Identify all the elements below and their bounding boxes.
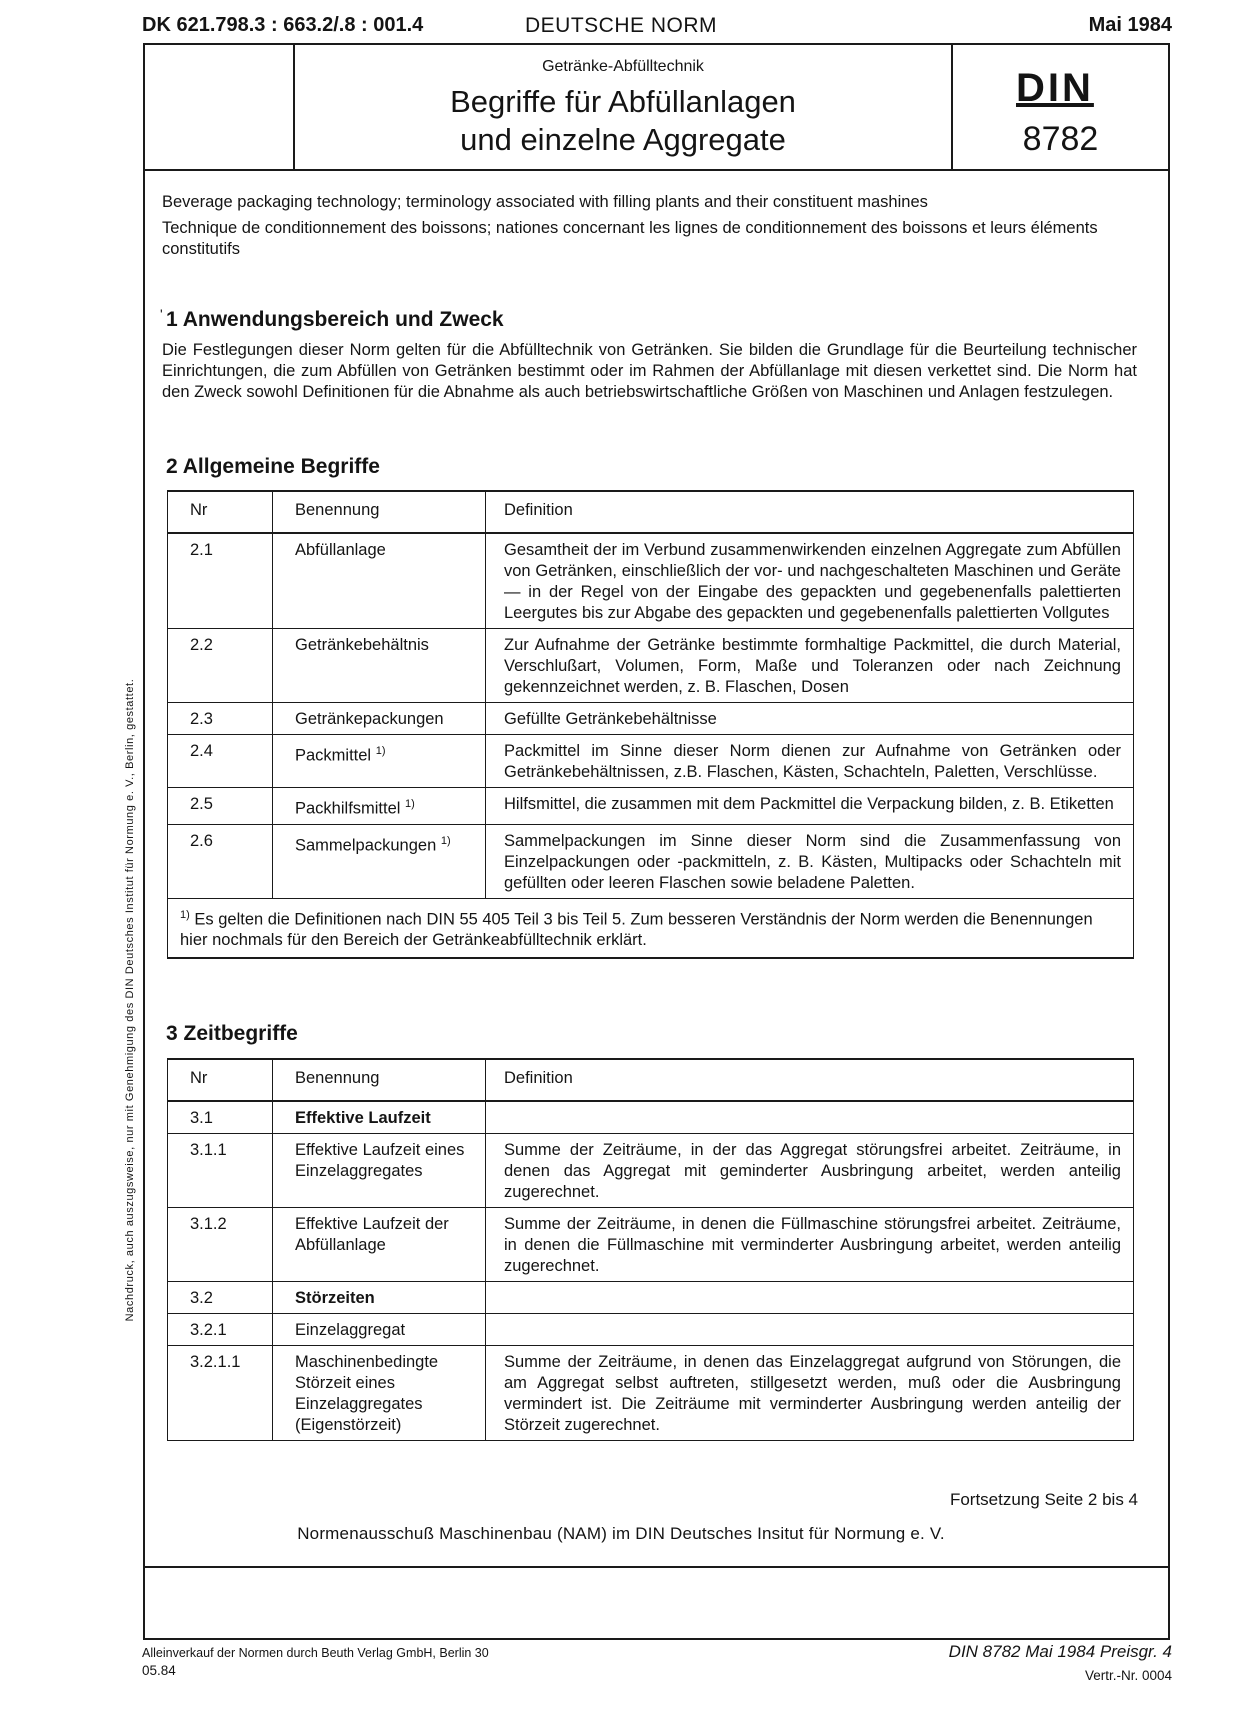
section-1-body: Die Festlegungen dieser Norm gelten für die Abfülltechnik von Getränken. Sie bilden die Grundlage für die Beurteilung technischer Einrichtungen, die zum Abfüllen von Getränken bestimmt oder im Rahmen der Abfüllanlage mit diesen verkettet sind. Die Norm hat den Zweck sowohl Definitionen für die Abnahme als auch betriebswirtschaftliche Größen von Maschinen und Anlagen festzulegen.	[162, 341, 1137, 401]
row-term: Maschinenbedingte Störzeit eines Einzelaggregates (Eigenstörzeit)	[273, 1346, 486, 1441]
row-number: 2.1	[168, 533, 273, 629]
footnote-ref: 1)	[375, 745, 386, 757]
column-header-definition: Definition	[486, 491, 1134, 533]
row-term	[273, 824, 486, 898]
table-header-row	[168, 1059, 1134, 1101]
row-definition: Summe der Zeiträume, in denen die Füllmaschine störungsfrei arbeitet. Zeiträume, in denen die Füllmaschine mit verminderter Ausbringung arbeitet, werden anteilig zugerechnet.	[486, 1208, 1134, 1282]
row-number: 3.1	[168, 1101, 273, 1134]
table-row	[168, 824, 1134, 898]
table-footnote-row	[168, 898, 1134, 958]
footnote	[168, 898, 1134, 958]
din-number: 8782	[1022, 120, 1099, 158]
dk-code: DK 621.798.3 : 663.2/.8 : 001.4	[142, 14, 424, 36]
edition-code: 05.84	[142, 1663, 176, 1678]
row-definition	[486, 1314, 1134, 1346]
page-title-line2: und einzelne Aggregate	[460, 122, 786, 157]
section-1-heading: 1 Anwendungsbereich und Zweck	[166, 308, 504, 331]
column-header-definition: Definition	[486, 1059, 1134, 1101]
row-term-text: Getränkebehältnis	[295, 636, 429, 654]
table-row	[168, 1134, 1134, 1208]
row-term	[273, 533, 486, 629]
row-term	[273, 788, 486, 825]
column-header-term: Benennung	[273, 1059, 486, 1101]
row-number: 2.4	[168, 735, 273, 788]
row-number: 3.1.2	[168, 1208, 273, 1282]
table-row	[168, 1282, 1134, 1314]
row-definition: Gesamtheit der im Verbund zusammenwirkenden einzelnen Aggregate zum Abfüllen von Getränken, einschließlich der vor- und nachgeschalteten Maschinen und Geräte — in der Regel von der Eingabe des gepackten und gegebenenfalls palettierten Leergutes bis zur Abgabe des gepackten und gegebenenfalls palettierten Vollgutes	[486, 533, 1134, 629]
footnote-ref: 1)	[440, 834, 451, 847]
row-definition: Summe der Zeiträume, in denen das Einzelaggregat aufgrund von Störungen, die am Aggregat selbst auftreten, stillgesetzt werden, muß oder die Ausbringung vermindert ist. Die Zeiträume mit verminderter Ausbringung werden anteilig der Störzeit zugerechnet.	[486, 1346, 1134, 1441]
column-header-nr: Nr	[168, 1059, 273, 1101]
footnote-mark: 1)	[180, 908, 190, 921]
row-definition	[486, 1101, 1134, 1134]
row-number: 3.2.1	[168, 1314, 273, 1346]
footnote-ref: 1)	[405, 798, 415, 810]
row-definition: Packmittel im Sinne dieser Norm dienen zur Aufnahme von Getränken oder Getränkebehältnissen, z.B. Flaschen, Kästen, Schachteln, Paletten, Verschlüsse.	[486, 735, 1134, 788]
terms-table-time	[167, 1058, 1134, 1441]
norm-type: DEUTSCHE NORM	[524, 14, 717, 37]
row-term-text: Packhilfsmittel	[295, 799, 401, 818]
table-row	[168, 533, 1134, 629]
row-definition: Gefüllte Getränkebehältnisse	[486, 703, 1134, 735]
din-logo: DIN	[1016, 66, 1094, 110]
row-term-text: Sammelpackungen	[295, 836, 437, 854]
row-number: 3.2	[168, 1282, 273, 1314]
row-definition: Zur Aufnahme der Getränke bestimmte formhaltige Packmittel, die durch Material, Verschlußart, Volumen, Form, Maße und Toleranzen oder nach Zeichnung gekennzeichnet werden, z. B. Flaschen, Dosen	[486, 629, 1134, 703]
row-term-text: Packmittel	[295, 746, 372, 765]
table-row	[168, 629, 1134, 703]
row-number: 2.5	[168, 788, 273, 825]
row-term-text: Effektive Laufzeit	[295, 1109, 431, 1127]
table-row	[168, 1101, 1134, 1134]
table-row	[168, 1208, 1134, 1282]
committee-line: Normenausschuß Maschinenbau (NAM) im DIN Deutsches Insitut für Normung e. V.	[297, 1524, 945, 1543]
column-header-term: Benennung	[273, 491, 486, 533]
margin-mark: '	[160, 306, 163, 322]
row-term-text: Störzeiten	[295, 1289, 375, 1307]
row-number: 2.3	[168, 703, 273, 735]
table-row	[168, 703, 1134, 735]
row-term-text: Abfüllanlage	[295, 541, 386, 559]
subtitle: Getränke-Abfülltechnik	[542, 58, 704, 75]
row-term	[273, 735, 486, 788]
distribution-number: Vertr.-Nr. 0004	[1084, 1668, 1172, 1683]
french-title: Technique de conditionnement des boissons; nationes concernant les lignes de conditionnement des boissons et leurs éléments constitutifs	[162, 219, 1098, 258]
sale-notice: Alleinverkauf der Normen durch Beuth Verlag GmbH, Berlin 30	[142, 1646, 489, 1660]
copyright-side-note: Nachdruck, auch auszugsweise, nur mit Genehmigung des DIN Deutsches Institut für Normung e. V., Berlin, gestattet.	[124, 678, 136, 1322]
row-term	[273, 703, 486, 735]
row-term	[273, 1282, 486, 1314]
table-header-row	[168, 491, 1134, 533]
row-definition: Sammelpackungen im Sinne dieser Norm sind die Zusammenfassung von Einzelpackungen oder -packmitteln, z. B. Kästen, Multipacks oder Schachteln mit gefüllten oder leeren Flaschen sowie beladene Paletten.	[486, 824, 1134, 898]
row-term	[273, 629, 486, 703]
english-title: Beverage packaging technology; terminology associated with filling plants and their constituent mashines	[162, 193, 928, 211]
table-row	[168, 735, 1134, 788]
table-row	[168, 1314, 1134, 1346]
row-term: Einzelaggregat	[273, 1314, 486, 1346]
row-term: Effektive Laufzeit eines Einzelaggregates	[273, 1134, 486, 1208]
row-term-text: Getränkepackungen	[295, 710, 444, 728]
row-definition: Hilfsmittel, die zusammen mit dem Packmittel die Verpackung bilden, z. B. Etiketten	[486, 788, 1134, 825]
din-reference: DIN 8782 Mai 1984 Preisgr. 4	[948, 1642, 1172, 1661]
table-row	[168, 788, 1134, 825]
row-number: 3.1.1	[168, 1134, 273, 1208]
page-title-line1: Begriffe für Abfüllanlagen	[450, 84, 796, 119]
continuation-note: Fortsetzung Seite 2 bis 4	[949, 1490, 1138, 1509]
row-term: Effektive Laufzeit der Abfüllanlage	[273, 1208, 486, 1282]
row-definition: Summe der Zeiträume, in der das Aggregat störungsfrei arbeitet. Zeiträume, in denen das Aggregat mit geminderter Ausbringung arbeitet, werden anteilig zugerechnet.	[486, 1134, 1134, 1208]
row-number: 3.2.1.1	[168, 1346, 273, 1441]
footnote-text: Es gelten die Definitionen nach DIN 55 405 Teil 3 bis Teil 5. Zum besseren Verständnis der Norm werden die Benennungen hier nochmals für den Bereich der Getränkeabfülltechnik erklärt.	[180, 910, 1093, 949]
section-2-heading: 2 Allgemeine Begriffe	[166, 455, 380, 478]
issue-date: Mai 1984	[1088, 14, 1172, 36]
row-definition	[486, 1282, 1134, 1314]
terms-table-general	[167, 490, 1134, 959]
footer-divider	[145, 1566, 1168, 1568]
table-row	[168, 1346, 1134, 1441]
section-3-heading: 3 Zeitbegriffe	[166, 1022, 298, 1045]
column-header-nr: Nr	[168, 491, 273, 533]
row-number: 2.2	[168, 629, 273, 703]
row-term	[273, 1101, 486, 1134]
row-number: 2.6	[168, 824, 273, 898]
